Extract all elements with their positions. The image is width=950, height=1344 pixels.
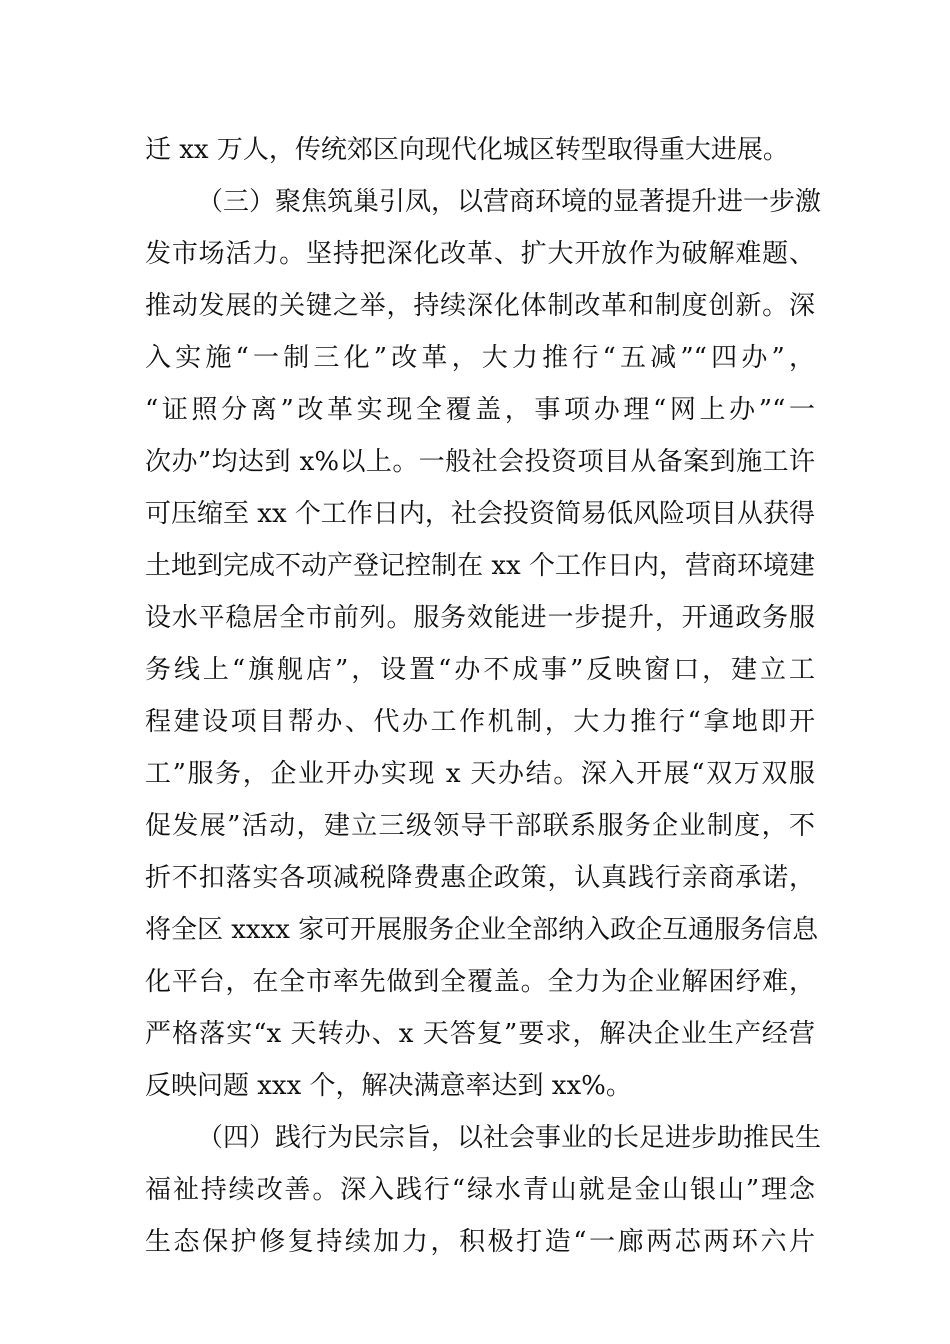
text-line: 次办”均达到 x%以上。一般社会投资项目从备案到施工许 <box>145 447 815 477</box>
text-line: 反映问题 xxx 个，解决满意率达到 xx%。 <box>145 1071 632 1101</box>
text-line: 发市场活力。坚持把深化改革、扩大开放作为破解难题、 <box>145 239 815 269</box>
text-line: 入实施“一制三化”改革，大力推行“五减”“四办”， <box>145 343 815 373</box>
text-line: 折不扣落实各项减税降费惠企政策，认真践行亲商承诺， <box>145 863 815 893</box>
text-line: 设水平稳居全市前列。服务效能进一步提升，开通政务服 <box>145 603 815 633</box>
text-line: 程建设项目帮办、代办工作机制，大力推行“拿地即开 <box>145 707 815 737</box>
text-line: 可压缩至 xx 个工作日内，社会投资简易低风险项目从获得 <box>145 499 815 529</box>
text-line: 推动发展的关键之举，持续深化体制改革和制度创新。深 <box>145 291 815 321</box>
paragraph-heading-three: （三）聚焦筑巢引凤，以营商环境的显著提升进一步激 <box>197 187 822 217</box>
text-line: “证照分离”改革实现全覆盖，事项办理“网上办”“一 <box>145 395 815 425</box>
paragraph-heading-four: （四）践行为民宗旨，以社会事业的长足进步助推民生 <box>197 1123 822 1153</box>
text-line: 生态保护修复持续加力，积极打造“一廊两芯两环六片 <box>145 1227 815 1257</box>
body-text <box>145 124 822 1268</box>
text-line: 务线上“旗舰店”，设置“办不成事”反映窗口，建立工 <box>145 655 815 685</box>
text-line: 土地到完成不动产登记控制在 xx 个工作日内，营商环境建 <box>145 551 815 581</box>
text-line: 福祉持续改善。深入践行“绿水青山就是金山银山”理念 <box>145 1175 815 1205</box>
text-line: 迁 xx 万人，传统郊区向现代化城区转型取得重大进展。 <box>145 135 789 165</box>
text-line: 促发展”活动，建立三级领导干部联系服务企业制度，不 <box>145 811 815 841</box>
text-line: 工”服务，企业开办实现 x 天办结。深入开展“双万双服 <box>145 759 815 789</box>
text-line: 严格落实“x 天转办、x 天答复”要求，解决企业生产经营 <box>145 1019 815 1049</box>
text-line: 将全区 xxxx 家可开展服务企业全部纳入政企互通服务信息 <box>145 915 819 945</box>
text-line: 化平台，在全市率先做到全覆盖。全力为企业解困纾难， <box>145 967 815 997</box>
